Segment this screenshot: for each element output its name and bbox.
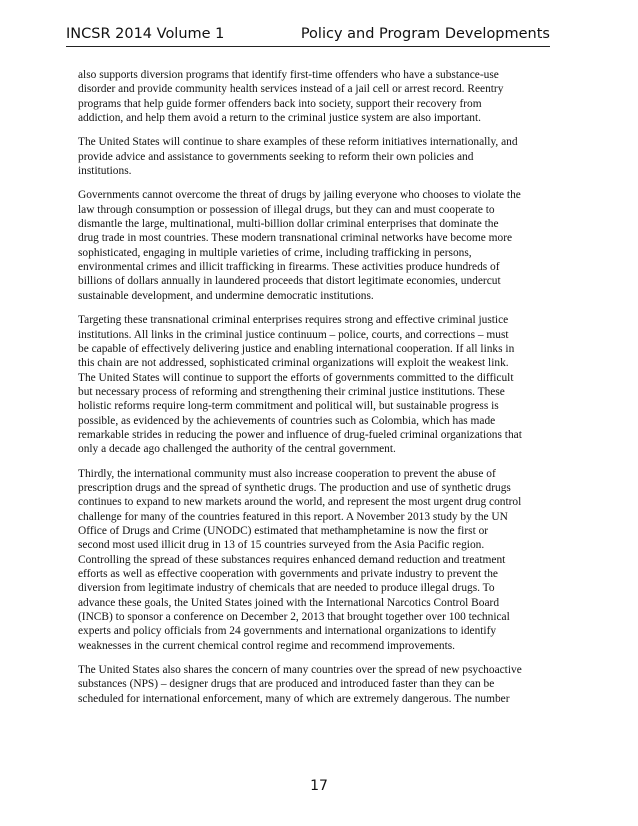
page-number: 17 (310, 778, 328, 794)
report-title: INCSR 2014 Volume 1 (66, 26, 225, 42)
body-text (78, 68, 568, 716)
section-title: Policy and Program Developments (300, 26, 550, 42)
paragraph: The United States also shares the concern of many countries over the spread of new psychoactive substances (NPS) – designer drugs that are produced and introduced faster than they can be scheduled for international enforcement, many of which are extremely dangerous. The number (78, 664, 522, 705)
paragraph: The United States will continue to share examples of these reform initiatives internationally, and provide advice and assistance to governments seeking to reform their own policies and institutions. (78, 136, 518, 178)
paragraph: also supports diversion programs that identify first-time offenders who have a substance-use disorder and provide community health services instead of a jail cell or arrest record. Reentry programs that help guide former offenders back into society, support their recovery from addiction, and help them avoid a return to the criminal justice system are also important. (78, 69, 504, 125)
paragraph: Thirdly, the international community must also increase cooperation to prevent the abuse of prescription drugs and the spread of synthetic drugs. The production and use of synthetic drugs continues to expand to new markets around the world, and represent the most urgent drug control challenge for many of the countries featured in this report. A November 2013 study by the UN Office of Drugs and Crime (UNODC) estimated that methamphetamine is now the first or second most used illicit drug in 13 of 15 countries surveyed from the Asia Pacific region. Controlling the spread of these substances requires enhanced demand reduction and treatment efforts as well as effective cooperation with governments and private industry to prevent the diversion from legitimate industry of chemicals that are needed to produce illegal drugs. To advance these goals, the United States joined with the International Narcotics Control Board (INCB) to sponsor a conference on December 2, 2013 that brought together over 100 technical experts and policy officials from 24 governments and international organizations to identify weaknesses in the current chemical control regime and recommend improvements. (78, 467, 522, 652)
paragraph: Targeting these transnational criminal enterprises requires strong and effective criminal justice institutions. All links in the criminal justice continuum – police, courts, and corrections – must be capable of effectively delivering justice and enabling international cooperation. If all links in this chain are not addressed, sophisticated criminal organizations will exploit the weakest link. The United States will continue to support the efforts of governments committed to the difficult but necessary process of reforming and strengthening their criminal justice institutions. These holistic reforms require long-term commitment and political will, but sustainable progress is possible, as evidenced by the achievements of countries such as Colombia, which has made remarkable strides in reducing the power and influence of drug-fueled criminal organizations that only a decade ago challenged the authority of the central government. (78, 314, 522, 456)
page-header (66, 20, 550, 47)
paragraph: Governments cannot overcome the threat of drugs by jailing everyone who chooses to violate the law through consumption or possession of illegal drugs, but they can and must cooperate to dismantle the large, multinational, multi-billion dollar criminal enterprises that dominate the drug trade in most countries. These modern transnational criminal networks have become more sophisticated, engaging in multiple varieties of crime, including trafficking in persons, environmental crimes and illicit trafficking in firearms. These activities produce hundreds of billions of dollars annually in laundered proceeds that distort legitimate economies, undercut sustainable development, and undermine democratic institutions. (78, 189, 521, 302)
